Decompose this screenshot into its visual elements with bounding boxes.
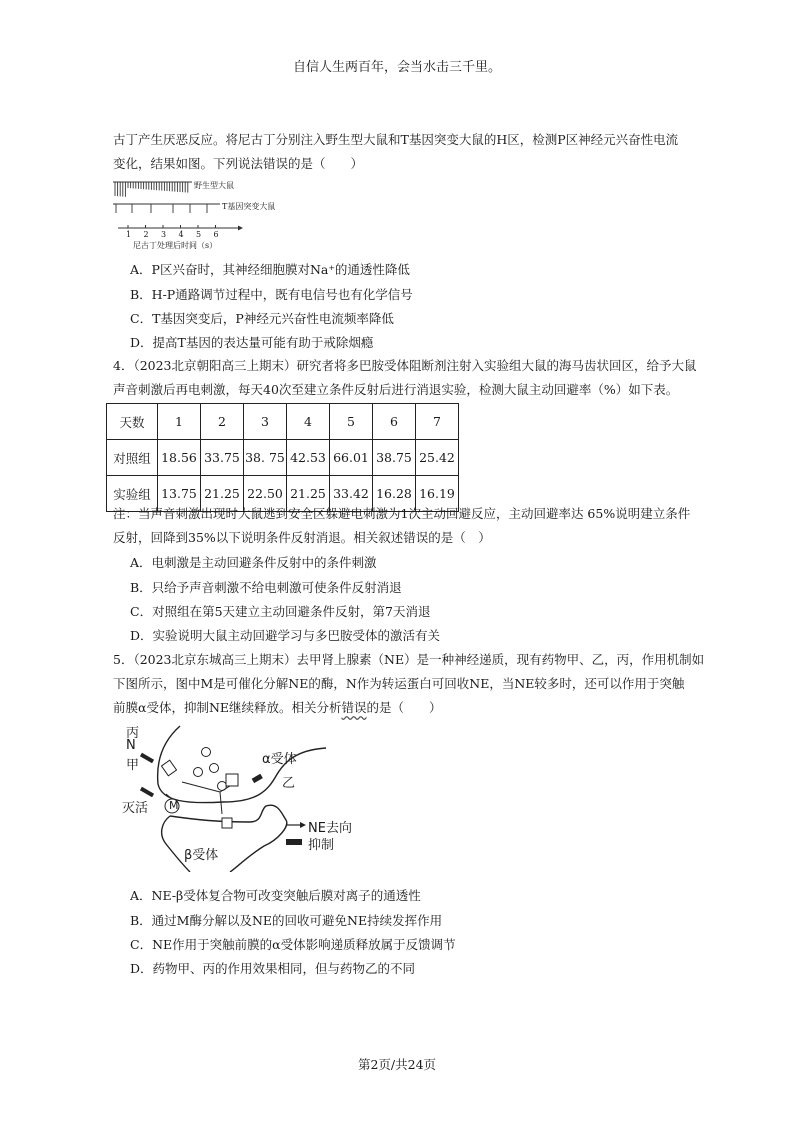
q3-option-b[interactable]: B．H-P通路调节过程中，既有电信号也有化学信号: [130, 287, 413, 302]
table-header-cell: 1: [158, 404, 201, 440]
wild-type-spikes: [115, 182, 188, 197]
table-header-cell: 天数: [107, 404, 158, 440]
page-number: 第2页/共24页: [357, 1057, 437, 1072]
table-cell: 38.75: [373, 440, 416, 476]
mutant-spikes: [116, 204, 207, 213]
table-cell: 22.50: [244, 476, 287, 512]
q4-stem-line2: 声音刺激后再电刺激，每天40次至建立条件反射后进行消退实验，检测大鼠主动回避率（%）如下表。: [113, 382, 679, 397]
table-cell: 21.25: [201, 476, 244, 512]
alpha-receptor: [226, 774, 238, 786]
time-tick-label: 6: [213, 230, 219, 239]
label-enzyme-m: M: [169, 799, 179, 812]
page-header-motto: 自信人生两百年，会当水击三千里。: [292, 60, 501, 75]
q5-option-c[interactable]: C．NE作用于突触前膜的α受体影响递质释放属于反馈调节: [130, 937, 456, 952]
q5-option-a[interactable]: A．NE-β受体复合物可改变突触后膜对离子的通透性: [130, 888, 421, 903]
q4-stem-line1: 4．（2023北京朝阳高三上期末）研究者将多巴胺受体阻断剂注射入实验组大鼠的海马齿状回区，给予大鼠: [113, 358, 697, 373]
table-cell: 对照组: [107, 440, 158, 476]
table-cell: 18.56: [158, 440, 201, 476]
table-header-cell: 5: [330, 404, 373, 440]
label-inactivate: 灭活: [122, 801, 149, 816]
table-header-cell: 7: [416, 404, 459, 440]
table-header-cell: 3: [244, 404, 287, 440]
legend-inhibit-bar: [286, 839, 302, 845]
q3-option-c[interactable]: C．T基因突变后，P神经元兴奋性电流频率降低: [130, 311, 394, 326]
vesicles: [194, 748, 227, 791]
label-alpha-receptor: α受体: [262, 752, 297, 767]
label-wild-type: 野生型大鼠: [194, 181, 234, 190]
q3-option-d[interactable]: D．提高T基因的表达量可能有助于戒除烟瘾: [130, 335, 374, 350]
time-tick-label: 1: [126, 230, 132, 239]
q4-option-a[interactable]: A．电刺激是主动回避条件反射中的条件刺激: [130, 555, 377, 570]
table-cell: 66.01: [330, 440, 373, 476]
table-header-cell: 6: [373, 404, 416, 440]
table-cell: 33.75: [201, 440, 244, 476]
label-drug-jia: 甲: [126, 758, 140, 773]
legend-arrow-head: [300, 822, 306, 828]
q3-stem-line2: 变化，结果如图。下列说法错误的是（ ）: [113, 156, 364, 171]
label-t-mutant: T基因突变大鼠: [222, 202, 276, 211]
table-cell: 25.42: [416, 440, 459, 476]
q5-stem-line1: 5．（2023北京东城高三上期末）去甲肾上腺素（NE）是一种神经递质，现有药物甲、乙，丙，作用机制如: [113, 652, 705, 667]
q4-note-line2: 反射，回降到35%以下说明条件反射消退。相关叙述错误的是（ ）: [113, 530, 491, 545]
q4-option-c[interactable]: C．对照组在第5天建立主动回避条件反射，第7天消退: [130, 604, 431, 619]
legend-ne-direction: NE去向: [308, 821, 352, 836]
table-cell: 16.28: [373, 476, 416, 512]
time-tick-label: 2: [143, 230, 149, 239]
table-header-cell: 4: [287, 404, 330, 440]
axis-label-time: 尼古丁处理后时间（s）: [133, 241, 218, 250]
q4-option-b[interactable]: B．只给予声音刺激不给电刺激可使条件反射消退: [130, 580, 402, 595]
table-cell: 38. 75: [244, 440, 287, 476]
label-beta-receptor: β受体: [184, 848, 219, 863]
q5-option-d[interactable]: D．药物甲、丙的作用效果相同，但与药物乙的不同: [130, 961, 416, 976]
beta-receptor: [222, 818, 232, 828]
q5-stem-line3-post: 的是（ ）: [366, 700, 442, 715]
presynaptic-membrane: [158, 726, 326, 803]
synapse-diagram: [118, 722, 398, 872]
table-cell: 13.75: [158, 476, 201, 512]
q5-option-b[interactable]: B．通过M酶分解以及NE的回收可避免NE持续发挥作用: [130, 913, 443, 928]
legend-inhibit: 抑制: [308, 838, 335, 853]
table-header-cell: 2: [201, 404, 244, 440]
q4-option-d[interactable]: D．实验说明大鼠主动回避学习与多巴胺受体的激活有关: [130, 628, 441, 643]
table-cell: 33.42: [330, 476, 373, 512]
q3-option-a[interactable]: A．P区兴奋时，其神经细胞膜对Na⁺的通透性降低: [130, 262, 410, 277]
q5-stem-line3: [113, 699, 442, 717]
time-tick-label: 4: [178, 230, 184, 239]
table-row-control: [107, 440, 459, 476]
avoidance-rate-table: [106, 403, 459, 512]
q4-note-line1: 注：当声音刺激出现时大鼠逃到安全区躲避电刺激为1次主动回避反应，主动回避率达 65%说明建立条件: [113, 506, 691, 521]
q5-stem-line2: 下图所示，图中M是可催化分解NE的酶，N作为转运蛋白可回收NE，当NE较多时，还可以作用于突触: [113, 676, 685, 691]
label-drug-bing: 丙: [126, 726, 140, 741]
table-header-row: [107, 404, 459, 440]
q3-stem-line1: 古丁产生厌恶反应。将尼古丁分别注入野生型大鼠和T基因突变大鼠的H区，检测P区神经元兴奋性电流: [113, 132, 679, 147]
q5-emphasis-mark: 错误: [341, 700, 367, 715]
time-tick-label: 3: [161, 230, 167, 239]
time-axis-arrow: [238, 226, 243, 231]
label-drug-yi: 乙: [282, 776, 296, 791]
table-cell: 21.25: [287, 476, 330, 512]
label-transporter-n: N: [126, 738, 136, 753]
table-cell: 16.19: [416, 476, 459, 512]
transporter-n: [161, 760, 176, 776]
table-cell: 42.53: [287, 440, 330, 476]
table-cell: 实验组: [107, 476, 158, 512]
time-tick-label: 5: [196, 230, 202, 239]
q5-stem-line3-pre: 前膜α受体，抑制NE继续释放。相关分析: [113, 700, 342, 715]
